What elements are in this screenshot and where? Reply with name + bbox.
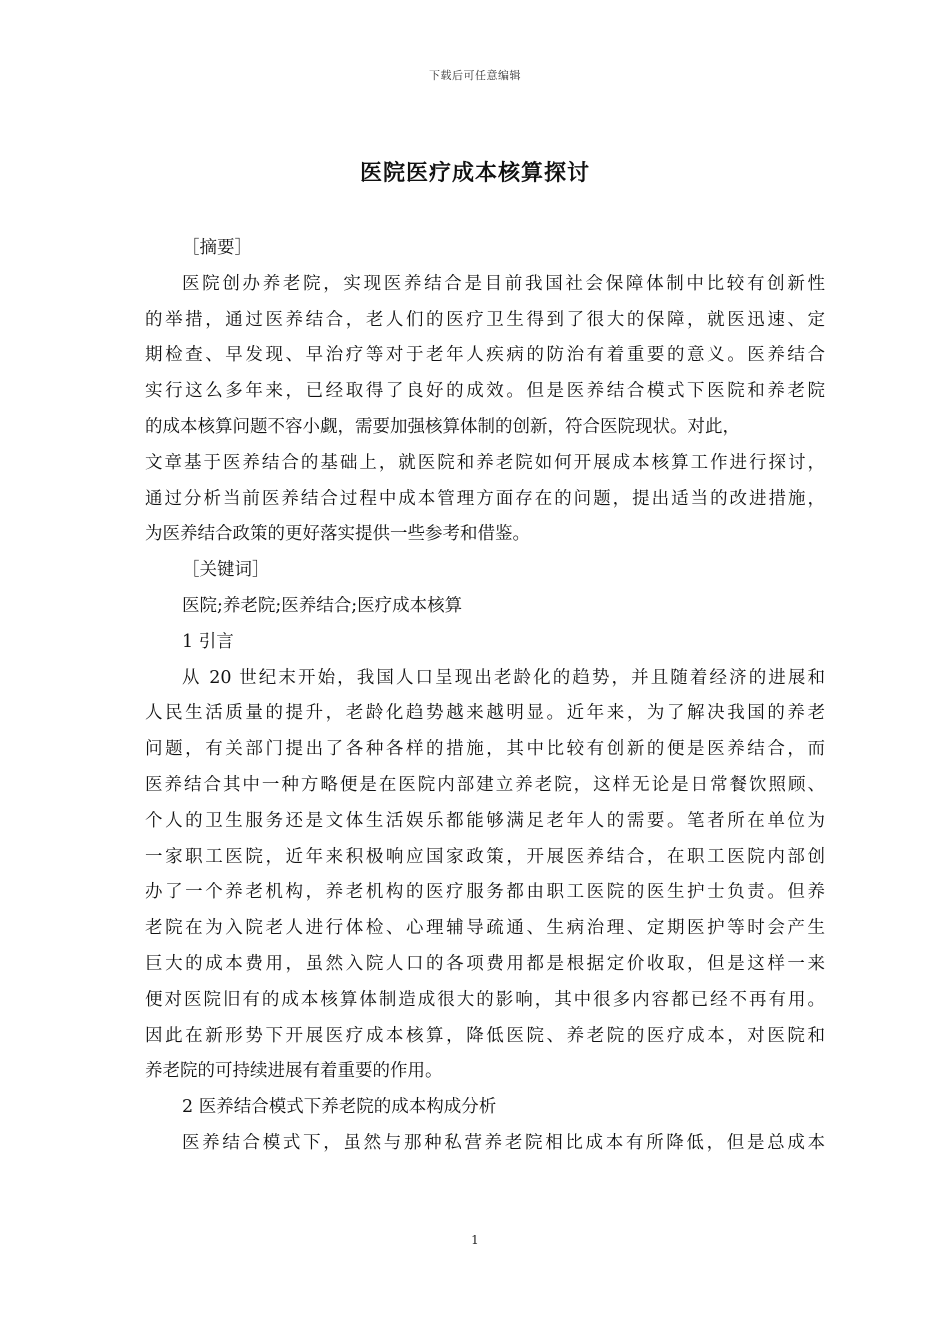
body-line: 便对医院旧有的成本核算体制造成很大的影响，其中很多内容都已经不再有用。 xyxy=(145,989,825,1010)
header-note: 下载后可任意编辑 xyxy=(429,69,521,82)
body-line: 从 20 世纪末开始，我国人口呈现出老龄化的趋势，并且随着经济的进展和 xyxy=(182,667,825,688)
body-line: 一家职工医院，近年来积极响应国家政策，开展医养结合，在职工医院内部创 xyxy=(145,846,825,867)
body-line: 为医养结合政策的更好落实提供一些参考和借鉴。 xyxy=(145,524,530,545)
body-line: 巨大的成本费用，虽然入院人口的各项费用都是根据定价收取，但是这样一来 xyxy=(145,953,825,974)
abstract-heading: ［摘要］ xyxy=(182,238,252,258)
body-line: 通过分析当前医养结合过程中成本管理方面存在的问题，提出适当的改进措施， xyxy=(145,488,825,509)
keywords-heading: ［关键词］ xyxy=(182,560,270,581)
body-line: 问题，有关部门提出了各种各样的措施，其中比较有创新的便是医养结合，而 xyxy=(145,739,825,760)
keywords-text: 医院;养老院;医养结合;医疗成本核算 xyxy=(182,595,463,616)
body-line: 文章基于医养结合的基础上，就医院和养老院如何开展成本核算工作进行探讨， xyxy=(145,452,825,473)
document-title: 医院医疗成本核算探讨 xyxy=(359,160,590,186)
body-line: 期检查、早发现、早治疗等对于老年人疾病的防治有着重要的意义。医养结合 xyxy=(145,345,825,366)
body-line: 老院在为入院老人进行体检、心理辅导疏通、生病治理、定期医护等时会产生 xyxy=(145,918,825,939)
body-line: 因此在新形势下开展医疗成本核算，降低医院、养老院的医疗成本，对医院和 xyxy=(145,1025,825,1046)
page-number: 1 xyxy=(471,1233,479,1247)
body-line: 实行这么多年来，已经取得了良好的成效。但是医养结合模式下医院和养老院 xyxy=(145,381,825,402)
body-line: 的举措，通过医养结合，老人们的医疗卫生得到了很大的保障，就医迅速、定 xyxy=(145,309,825,330)
body-line: 办了一个养老机构，养老机构的医疗服务都由职工医院的医生护士负责。但养 xyxy=(145,882,825,903)
body-line: 个人的卫生服务还是文体生活娱乐都能够满足老年人的需要。笔者所在单位为 xyxy=(145,810,825,831)
section-heading-2: 2 医养结合模式下养老院的成本构成分析 xyxy=(182,1097,497,1118)
body-line: 医养结合其中一种方略便是在医院内部建立养老院，这样无论是日常餐饮照顾、 xyxy=(145,774,825,795)
body-line: 医院创办养老院，实现医养结合是目前我国社会保障体制中比较有创新性 xyxy=(182,273,825,294)
body-line: 医养结合模式下，虽然与那种私营养老院相比成本有所降低，但是总成本 xyxy=(182,1132,825,1153)
body-line: 人民生活质量的提升，老龄化趋势越来越明显。近年来，为了解决我国的养老 xyxy=(145,703,825,724)
section-heading-1: 1 引言 xyxy=(182,631,234,652)
document-body xyxy=(145,231,825,1162)
body-line: 养老院的可持续进展有着重要的作用。 xyxy=(145,1061,443,1082)
body-line: 的成本核算问题不容小觑，需要加强核算体制的创新，符合医院现状。对此， xyxy=(145,416,740,437)
